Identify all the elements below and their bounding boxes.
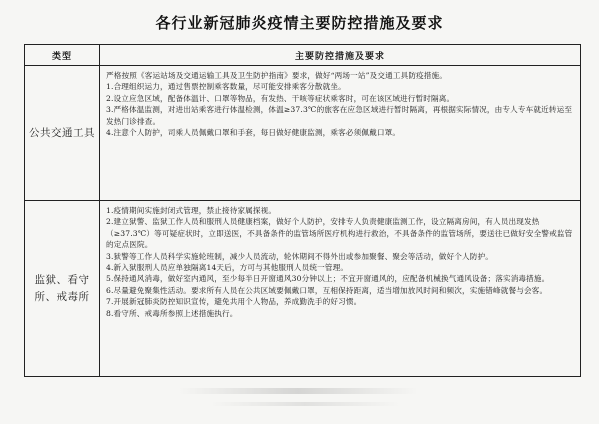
measure-item: 4.新入狱服刑人员应单独隔离14天后，方可与其他服刑人员统一管理。 [106, 263, 349, 273]
measure-item: 4.注意个人防护，司乘人员佩戴口罩和手套，每日做好健康监测，乘客必须佩戴口罩。 [106, 128, 401, 138]
measure-item: 6.尽量避免聚集性活动。要求所有人员在公共区域要佩戴口罩，互相保持距离，适当增加放风时间和频次，实施错峰就餐与会客。 [106, 285, 548, 295]
table-row [25, 66, 580, 201]
measure-item: 2.设立应急区域，配备体温计、口罩等物品，有发热、干咳等症状乘客时，可在该区域进行暂时隔离。 [106, 93, 455, 103]
row-measures-prisons [100, 201, 580, 376]
measure-item: 1.合理组织运力，通过售票控制乘客数量，尽可能安排乘客分散就坐。 [106, 82, 346, 92]
measure-item: 1.疫情期间实施封闭式管理，禁止接待家属探视。 [106, 206, 277, 215]
page-title: 各行业新冠肺炎疫情主要防控措施及要求 [155, 14, 444, 32]
row-type-public-transport: 公共交通工具 [25, 66, 100, 200]
measure-item: 3.严格体温监测，对进出站乘客进行体温检测，体温≥37.3℃的旅客在应急区域进行暂时隔离，再根据实际情况，由专人专车就近转运至发热门诊排查。 [106, 105, 573, 126]
measure-item: 5.保持通风消毒，做好室内通风，至少每半日开窗通风30分钟以上；不宜开窗通风的，应配备机械换气通风设备；落实消毒措施。 [106, 274, 550, 284]
table-row [25, 201, 580, 376]
measure-item: 严格按照《客运站场及交通运输工具及卫生防护指南》要求，做好“两场一站”及交通工具防疫措施。 [106, 71, 448, 80]
measures-table [24, 44, 581, 377]
measure-item: 8.看守所、戒毒所参照上述措施执行。 [106, 308, 238, 318]
table-header-row [25, 45, 580, 66]
header-type: 类型 [25, 45, 100, 65]
row-measures-public-transport [100, 66, 580, 200]
header-measures: 主要防控措施及要求 [294, 51, 385, 62]
bleed-through-shadow [178, 388, 418, 394]
measure-item: 2.建立狱警、监狱工作人员和服刑人员健康档案，做好个人防护，安排专人负责健康监测工作，设立隔离房间，有人员出现发热（≥37.3℃）等可疑症状时，立即送医，不具备条件的监管场所医疗机构进行救治，不具备条件的监管场所，要送往已做好安全警戒监管的定点医院。 [106, 217, 573, 250]
bleed-through-shadow [210, 402, 400, 406]
measure-item: 7.开展新冠肺炎防控知识宣传，避免共用个人物品，养成勤洗手的好习惯。 [106, 297, 362, 307]
row-type-prisons: 监狱、看守所、戒毒所 [25, 201, 100, 376]
measure-item: 3.狱警等工作人员科学实施轮班制，减少人员流动，轮休期间不得外出或参加聚餐、聚会等活动，做好个人防护。 [106, 251, 493, 261]
